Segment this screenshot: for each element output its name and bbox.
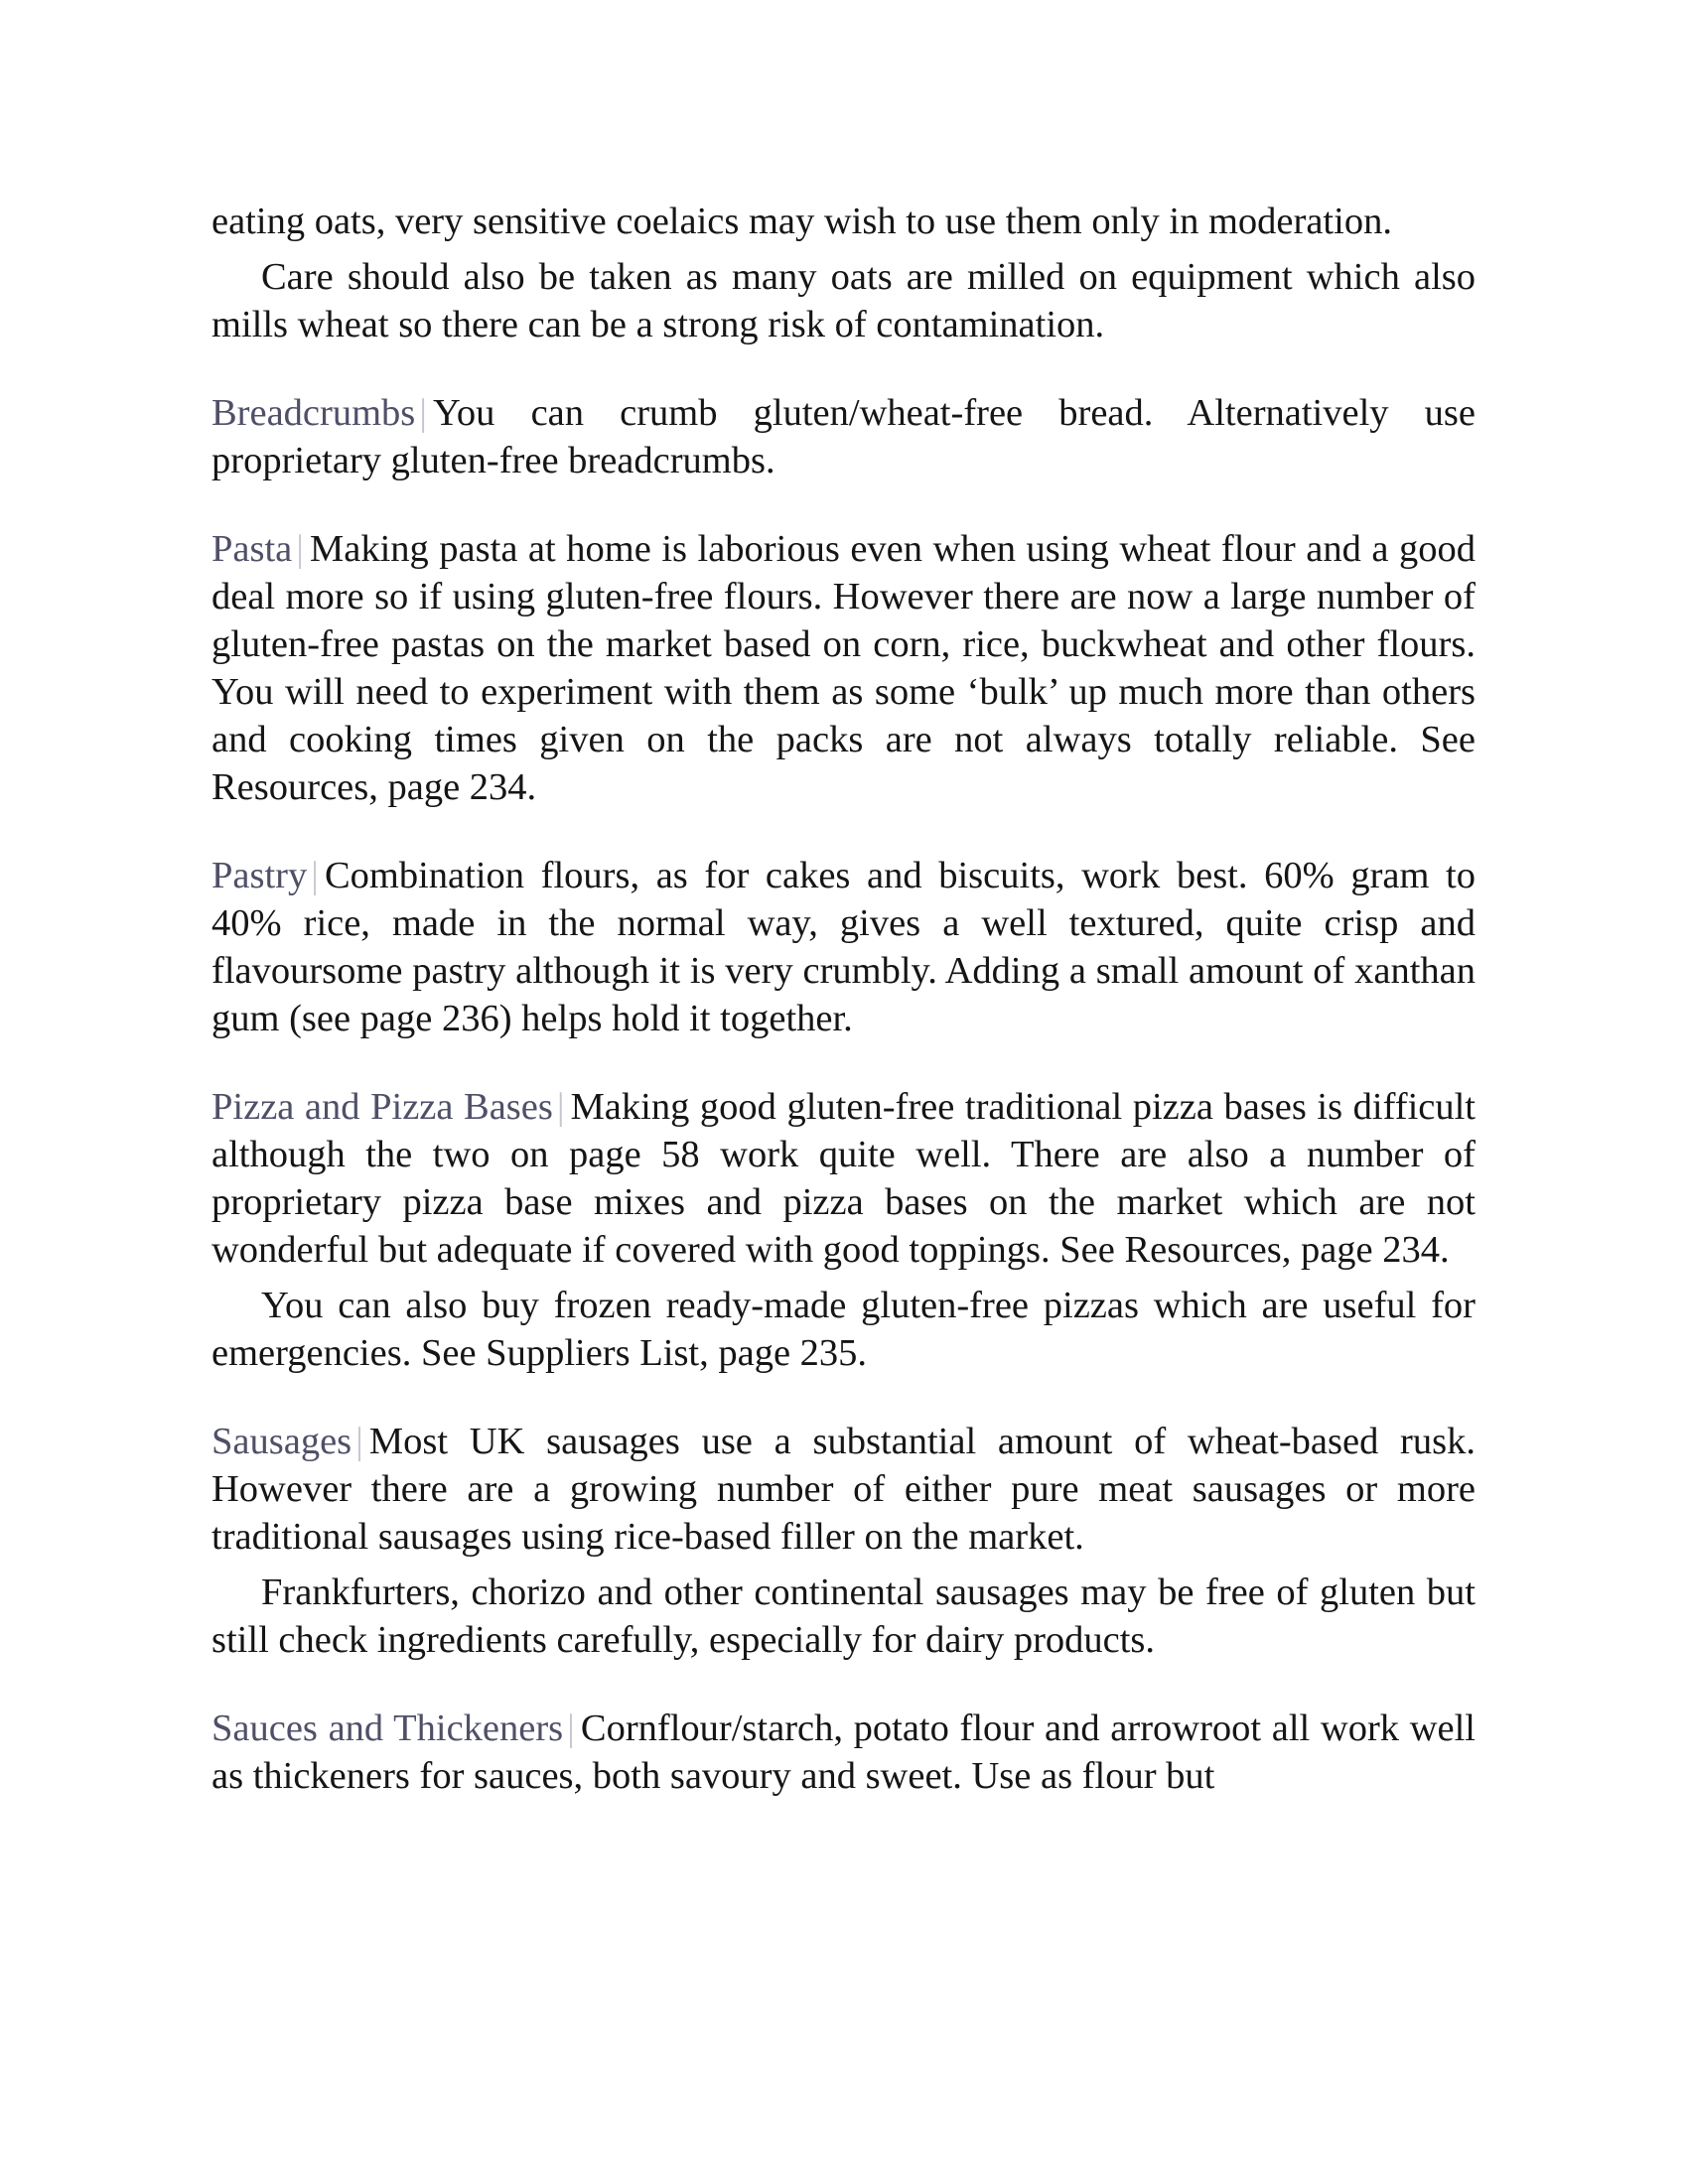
entry-sausages (211, 1418, 1476, 1664)
term-separator: | (296, 528, 304, 570)
entry-term: Pastry (211, 855, 308, 896)
entry-text: Making good gluten-free traditional pizza bases is difficult although the two on page 58 work quite well. There are also a number of proprietary pizza base mixes and pizza bases on the market which are not wonderful but adequate if covered with good toppings. See Resources, page 234. (211, 1086, 1476, 1271)
entry-pizza-and-pizza-bases (211, 1083, 1476, 1377)
term-separator: | (355, 1421, 363, 1462)
page-body (211, 198, 1476, 1800)
entry-term: Pasta (211, 528, 293, 570)
entry-term: Sauces and Thickeners (211, 1707, 564, 1749)
entry-text: Cornflour/starch, potato flour and arrowroot all work well as thickeners for sauces, both savoury and sweet. Use as flour but (211, 1707, 1476, 1797)
entry-term: Pizza and Pizza Bases (211, 1086, 553, 1128)
entry-pasta (211, 525, 1476, 811)
entry-continuation: Frankfurters, chorizo and other continental sausages may be free of gluten but still check ingredients carefully, especially for dairy products. (211, 1571, 1476, 1661)
intro-paragraph: Care should also be taken as many oats are milled on equipment which also mills wheat so there can be a strong risk of contamination. (211, 256, 1476, 345)
entry-continuation: You can also buy frozen ready-made gluten-free pizzas which are useful for emergencies. See Suppliers List, page 235. (211, 1285, 1476, 1374)
entry-text: Combination flours, as for cakes and biscuits, work best. 60% gram to 40% rice, made in the normal way, gives a well textured, quite crisp and flavoursome pastry although it is very crumbly. Adding a small amount of xanthan gum (see page 236) helps hold it together. (211, 855, 1476, 1039)
entry-paragraph (211, 1083, 1476, 1274)
entry-paragraph (211, 389, 1476, 484)
intro-paragraph: eating oats, very sensitive coelaics may wish to use them only in moderation. (211, 201, 1392, 242)
entry-paragraph (211, 1418, 1476, 1561)
entry-text: Making pasta at home is laborious even when using wheat flour and a good deal more so if using gluten-free flours. However there are now a large number of gluten-free pastas on the market based on corn, rice, buckwheat and other flours. You will need to experiment with them as some ‘bulk’ up much more than others and cooking times given on the packs are not always totally reliable. See Resources, page 234. (211, 528, 1476, 808)
term-separator: | (419, 392, 427, 434)
entry-text: You can crumb gluten/wheat-free bread. Alternatively use proprietary gluten-free breadcrumbs. (211, 392, 1476, 481)
entry-pastry (211, 852, 1476, 1042)
entry-breadcrumbs (211, 389, 1476, 484)
term-separator: | (567, 1707, 575, 1749)
entry-paragraph (211, 525, 1476, 811)
entry-paragraph (211, 852, 1476, 1042)
term-separator: | (311, 855, 319, 896)
entry-term: Sausages (211, 1421, 352, 1462)
entry-text: Most UK sausages use a substantial amount of wheat-based rusk. However there are a growing number of either pure meat sausages or more traditional sausages using rice-based filler on the market. (211, 1421, 1476, 1558)
entry-term: Breadcrumbs (211, 392, 416, 434)
entry-sauces-and-thickeners (211, 1705, 1476, 1800)
term-separator: | (556, 1086, 565, 1128)
entry-paragraph (211, 1705, 1476, 1800)
